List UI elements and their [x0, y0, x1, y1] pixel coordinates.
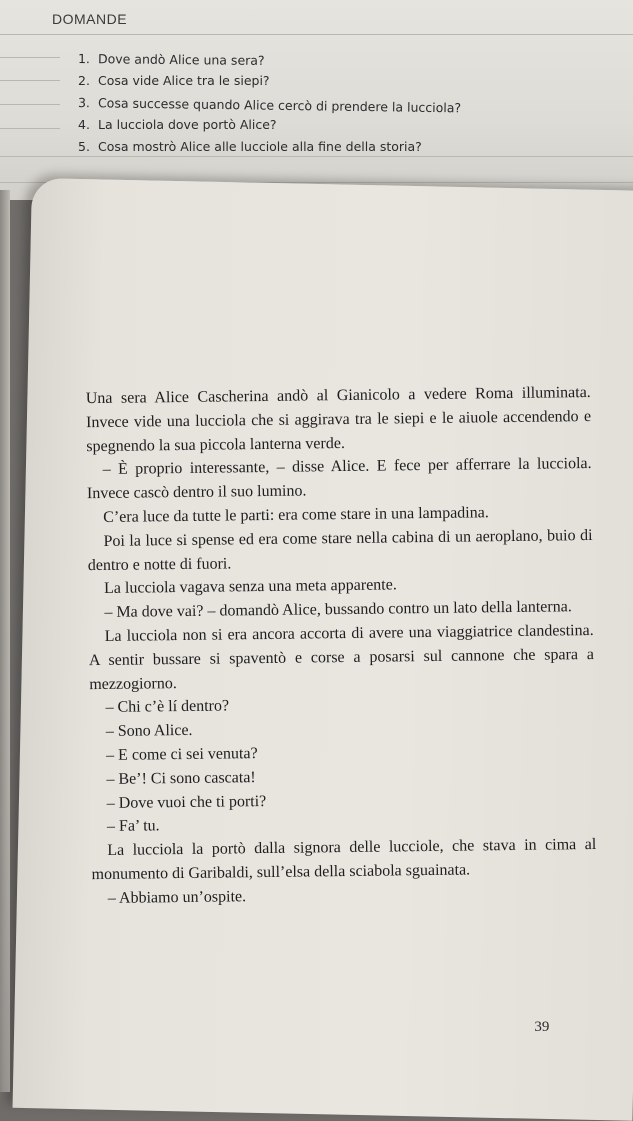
story-text — [86, 381, 597, 911]
worksheet-sheet — [0, 0, 633, 200]
question-text: Cosa successe quando Alice cercò di prendere la lucciola? — [97, 95, 462, 116]
dialogue-line: – Chi c’è lí dentro? — [105, 697, 230, 717]
story-paragraph: Poi la luce si spense ed era come stare nella cabina di un aeroplano, buio di dentro e notte di fuori. — [87, 526, 593, 574]
story-paragraph: C’era luce da tutte le parti: era come stare in una lampadina. — [103, 504, 489, 526]
question-number: 1. — [77, 51, 91, 67]
question-number: 2. — [78, 73, 90, 88]
question-text: Cosa mostrò Alice alle lucciole alla fine della storia? — [98, 139, 422, 154]
worksheet-title: DOMANDE — [52, 11, 128, 27]
question-list — [78, 48, 618, 158]
question-number: 5. — [78, 139, 90, 154]
dialogue-line: – E come ci sei venuta? — [106, 745, 258, 764]
story-paragraph: La lucciola vagava senza una meta apparente. — [103, 576, 397, 598]
question-text: Dove andò Alice una sera? — [97, 51, 265, 68]
dialogue-line: – Abbiamo un’ospite. — [107, 887, 247, 907]
story-paragraph: Una sera Alice Cascherina andò al Gianicolo a vedere Roma illuminata. Invece vide una lucciola che si aggirava tra le siepi e le aiuole accendendo e spegnendo la sua piccola lanterna verde. — [85, 383, 592, 455]
question-text: La lucciola dove portò Alice? — [98, 117, 277, 132]
page-number: 39 — [534, 1018, 550, 1035]
dialogue-line: – Fa’ tu. — [106, 817, 160, 836]
story-paragraph: – È proprio interessante, – disse Alice. E fece per afferrare la lucciola. Invece cascò dentro il suo lumino. — [86, 455, 592, 503]
question-item — [78, 136, 618, 158]
question-number: 4. — [78, 117, 90, 132]
story-paragraph: La lucciola la portò dalla signora delle lucciole, che stava in cima al monumento di Garibaldi, sull’elsa della sciabola sguainata. — [91, 836, 597, 884]
question-text: Cosa vide Alice tra le siepi? — [98, 73, 270, 88]
book-page — [13, 178, 633, 1121]
story-paragraph: La lucciola non si era ancora accorta di avere una viaggiatrice clandestina. A sentir bussare si spaventò e corse a posarsi sul cannone che spara a mezzogiorno. — [88, 621, 595, 693]
dialogue-line: – Dove vuoi che ti porti? — [106, 792, 267, 812]
story-paragraph: – Ma dove vai? – domandò Alice, bussando contro un lato della lanterna. — [104, 598, 572, 622]
book-page-edge — [0, 190, 10, 1092]
dialogue-line: – Sono Alice. — [105, 722, 193, 741]
question-number: 3. — [77, 95, 91, 111]
dialogue-line: – Be’! Ci sono cascata! — [106, 768, 256, 788]
